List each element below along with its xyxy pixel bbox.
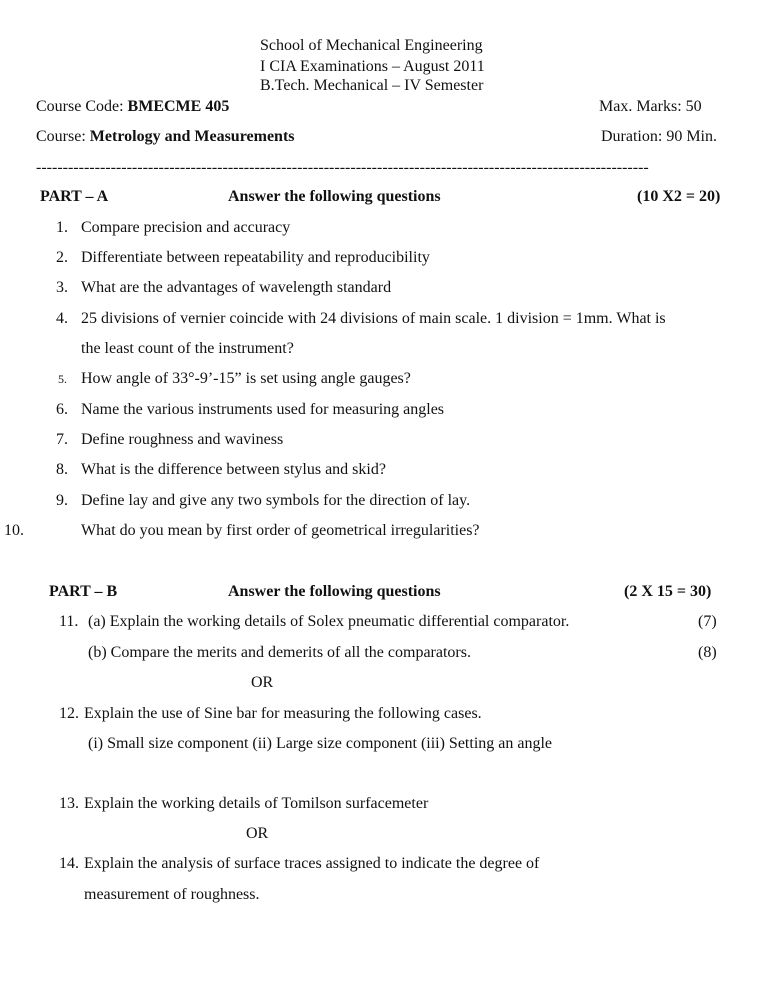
question-12-text-continued: (i) Small size component (ii) Large size component (iii) Setting an angle (88, 735, 553, 752)
part-a-label: PART – A (40, 188, 109, 205)
question-number: 6. (56, 401, 68, 418)
part-a-instruction: Answer the following questions (228, 188, 441, 205)
question-11a-marks: (7) (698, 613, 717, 630)
or-divider: OR (246, 825, 269, 842)
question-text: Differentiate between repeatability and reproducibility (81, 249, 430, 266)
max-marks: Max. Marks: 50 (599, 98, 702, 115)
question-number: 9. (56, 492, 68, 509)
course-label: Course: (36, 128, 86, 145)
course-code-line (36, 97, 229, 117)
course-line (36, 127, 295, 147)
question-number: 12. (59, 705, 79, 722)
question-text: How angle of 33°-9’-15” is set using angle gauges? (81, 370, 411, 387)
part-a-marks: (10 X2 = 20) (637, 188, 721, 205)
question-13-text: Explain the working details of Tomilson surfacemeter (84, 795, 429, 812)
question-text: Define roughness and waviness (81, 431, 284, 448)
question-number: 10. (4, 522, 24, 539)
separator-line: ------------------------------------------------------------------------------------------------------------------- (36, 159, 649, 176)
question-text: What is the difference between stylus and skid? (81, 461, 386, 478)
school-name: School of Mechanical Engineering (260, 37, 483, 54)
part-b-marks: (2 X 15 = 30) (624, 583, 712, 600)
question-14-text-continued: measurement of roughness. (84, 886, 260, 903)
question-11a-text: (a) Explain the working details of Solex pneumatic differential comparator. (88, 613, 570, 630)
course-code-label: Course Code: (36, 98, 124, 115)
question-11b-text: (b) Compare the merits and demerits of all the comparators. (88, 644, 471, 661)
question-text: What do you mean by first order of geometrical irregularities? (81, 522, 480, 539)
program-title: B.Tech. Mechanical – IV Semester (260, 77, 484, 94)
question-number: 5. (58, 372, 67, 386)
question-number: 3. (56, 279, 68, 296)
question-number: 2. (56, 249, 68, 266)
question-number: 13. (59, 795, 79, 812)
question-number: 8. (56, 461, 68, 478)
question-14-text: Explain the analysis of surface traces assigned to indicate the degree of (84, 855, 540, 872)
question-text: Define lay and give any two symbols for the direction of lay. (81, 492, 471, 509)
question-12-text: Explain the use of Sine bar for measuring the following cases. (84, 705, 482, 722)
question-text-continued: the least count of the instrument? (81, 340, 294, 357)
question-text: What are the advantages of wavelength standard (81, 279, 392, 296)
question-text: 25 divisions of vernier coincide with 24 divisions of main scale. 1 division = 1mm. What is (81, 310, 666, 327)
question-number: 11. (59, 613, 79, 630)
question-number: 1. (56, 219, 68, 236)
question-number: 7. (56, 431, 68, 448)
exam-title: I CIA Examinations – August 2011 (260, 58, 485, 75)
question-number: 14. (59, 855, 79, 872)
or-divider: OR (251, 674, 274, 691)
part-b-label: PART – B (49, 583, 118, 600)
course-code: BMECME 405 (127, 98, 230, 115)
question-text: Name the various instruments used for measuring angles (81, 401, 445, 418)
part-b-instruction: Answer the following questions (228, 583, 441, 600)
question-number: 4. (56, 310, 68, 327)
question-text: Compare precision and accuracy (81, 219, 291, 236)
course-name: Metrology and Measurements (89, 128, 295, 145)
question-11b-marks: (8) (698, 644, 717, 661)
duration: Duration: 90 Min. (601, 128, 717, 145)
